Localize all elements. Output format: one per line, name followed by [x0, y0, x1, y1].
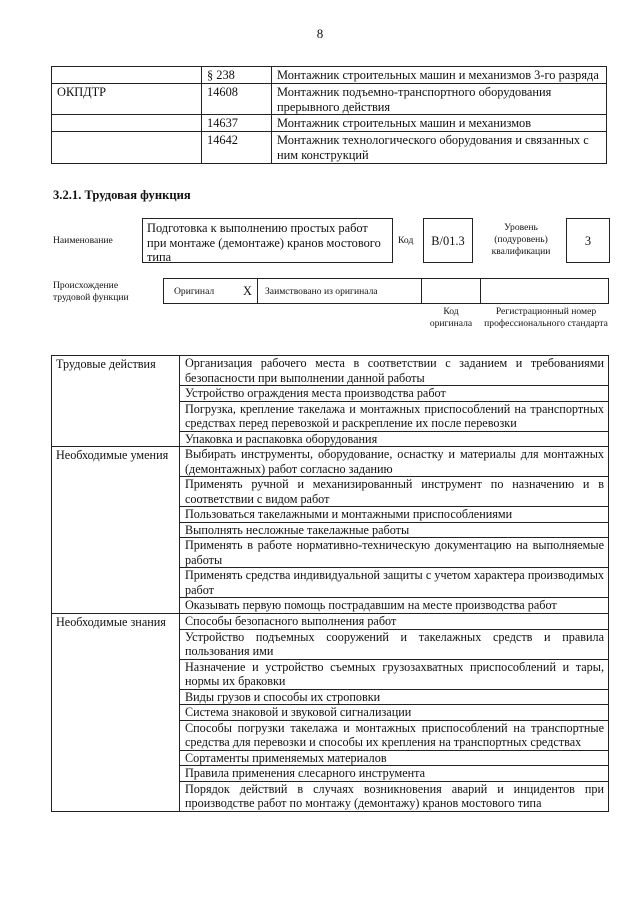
section-title-cell — [52, 538, 180, 568]
details-row — [52, 598, 609, 614]
original-mark: X — [243, 284, 252, 298]
section-item: Оказывать первую помощь пострадавшим на месте производства работ — [180, 598, 609, 614]
section-title-cell: Необходимые знания — [52, 613, 180, 629]
page-number: 8 — [316, 26, 324, 41]
section-title-cell — [52, 431, 180, 447]
section-title-cell — [52, 766, 180, 782]
function-name-box — [142, 218, 393, 263]
origin-label: Происхождение трудовой функции — [53, 280, 129, 303]
section-title-cell — [52, 629, 180, 659]
section-title-cell — [52, 507, 180, 523]
code-value: B/01.3 — [431, 234, 465, 248]
details-row — [52, 538, 609, 568]
section-item: Сортаменты применяемых материалов — [180, 750, 609, 766]
section-item: Устройство подъемных сооружений и такелажных средств и правила пользования ими — [180, 629, 609, 659]
details-row — [52, 431, 609, 447]
level-value: 3 — [584, 234, 592, 248]
section-item: Назначение и устройство съемных грузозахватных приспособлений и тары, нормы их браковки — [180, 659, 609, 689]
section-item: Выбирать инструменты, оборудование, оснастку и материалы для монтажных (демонтажных) работ согласно заданию — [180, 447, 609, 477]
section-item: Пользоваться такелажными и монтажными приспособлениями — [180, 507, 609, 523]
section-item: Применять ручной и механизированный инструмент по назначению и в соответствии с видом работ — [180, 477, 609, 507]
section-title-cell — [52, 477, 180, 507]
details-row — [52, 356, 609, 386]
section-heading: 3.2.1. Трудовая функция — [53, 188, 191, 202]
section-item: Организация рабочего места в соответствии с заданием и требованиями безопасности при выполнении данной работы — [180, 356, 609, 386]
details-row — [52, 720, 609, 750]
details-row — [52, 766, 609, 782]
function-details-table — [51, 355, 609, 812]
classifier-code: § 238 — [202, 67, 272, 84]
classifier-name: Монтажник технологического оборудования и связанных с ним конструкций — [272, 132, 607, 164]
classifier-code-system — [52, 132, 202, 164]
classifier-code-system: ОКПДТР — [52, 83, 202, 115]
details-row — [52, 477, 609, 507]
details-row — [52, 629, 609, 659]
borrowed-cell — [257, 278, 422, 304]
classifier-row — [52, 83, 607, 115]
section-title-cell — [52, 659, 180, 689]
section-title-cell: Трудовые действия — [52, 356, 180, 386]
classifier-code-system — [52, 67, 202, 84]
section-item: Порядок действий в случаях возникновения аварий и инцидентов при производстве работ по монтажу (демонтажу) кранов мостового типа — [180, 781, 609, 811]
classifier-code: 14642 — [202, 132, 272, 164]
code-caption: Код оригинала — [429, 306, 473, 329]
details-row — [52, 522, 609, 538]
code-label: Код — [398, 235, 414, 246]
section-title-cell — [52, 598, 180, 614]
details-row — [52, 568, 609, 598]
classifier-table — [51, 66, 607, 164]
details-row — [52, 705, 609, 721]
function-name-value: Подготовка к выполнению простых работ при монтаже (демонтаже) кранов мостового типа — [147, 221, 381, 265]
section-title-cell — [52, 705, 180, 721]
details-row — [52, 613, 609, 629]
section-item: Упаковка и распаковка оборудования — [180, 431, 609, 447]
classifier-row — [52, 132, 607, 164]
section-item: Применять в работе нормативно-техническую документацию на выполняемые работы — [180, 538, 609, 568]
classifier-code-system — [52, 115, 202, 132]
original-code-cell — [421, 278, 481, 304]
section-item: Погрузка, крепление такелажа и монтажных приспособлений на транспортных средствах перед перевозкой и раскрепление их после перевозки — [180, 401, 609, 431]
details-row — [52, 507, 609, 523]
classifier-row — [52, 67, 607, 84]
section-item: Способы безопасного выполнения работ — [180, 613, 609, 629]
section-title-cell — [52, 689, 180, 705]
reg-number-cell — [480, 278, 609, 304]
name-label: Наименование — [53, 235, 113, 246]
details-row — [52, 401, 609, 431]
classifier-name: Монтажник строительных машин и механизмов 3-го разряда — [272, 67, 607, 84]
section-item: Способы погрузки такелажа и монтажных приспособлений на транспортные средства для перевозки и способы их крепления на транспортных средствах — [180, 720, 609, 750]
level-box — [566, 218, 610, 263]
section-title-cell: Необходимые умения — [52, 447, 180, 477]
level-label: Уровень (подуровень) квалификации — [491, 222, 551, 257]
classifier-row — [52, 115, 607, 132]
section-title-cell — [52, 720, 180, 750]
original-cell — [163, 278, 258, 304]
classifier-name: Монтажник строительных машин и механизмов — [272, 115, 607, 132]
classifier-code: 14608 — [202, 83, 272, 115]
section-title-cell — [52, 401, 180, 431]
details-row — [52, 447, 609, 477]
section-item: Устройство ограждения места производства работ — [180, 386, 609, 402]
details-row — [52, 750, 609, 766]
classifier-code: 14637 — [202, 115, 272, 132]
details-row — [52, 386, 609, 402]
section-title-cell — [52, 522, 180, 538]
section-item: Виды грузов и способы их строповки — [180, 689, 609, 705]
details-row — [52, 659, 609, 689]
original-label: Оригинал — [174, 286, 215, 297]
classifier-name: Монтажник подъемно-транспортного оборудования прерывного действия — [272, 83, 607, 115]
section-title-cell — [52, 568, 180, 598]
section-title-cell — [52, 781, 180, 811]
details-row — [52, 689, 609, 705]
section-item: Система знаковой и звуковой сигнализации — [180, 705, 609, 721]
reg-caption: Регистрационный номер профессионального стандарта — [484, 306, 608, 329]
section-item: Выполнять несложные такелажные работы — [180, 522, 609, 538]
section-item: Правила применения слесарного инструмента — [180, 766, 609, 782]
section-item: Применять средства индивидуальной защиты с учетом характера производимых работ — [180, 568, 609, 598]
section-title-cell — [52, 386, 180, 402]
code-box — [423, 218, 473, 263]
borrowed-label: Заимствовано из оригинала — [265, 286, 378, 297]
details-row — [52, 781, 609, 811]
section-title-cell — [52, 750, 180, 766]
